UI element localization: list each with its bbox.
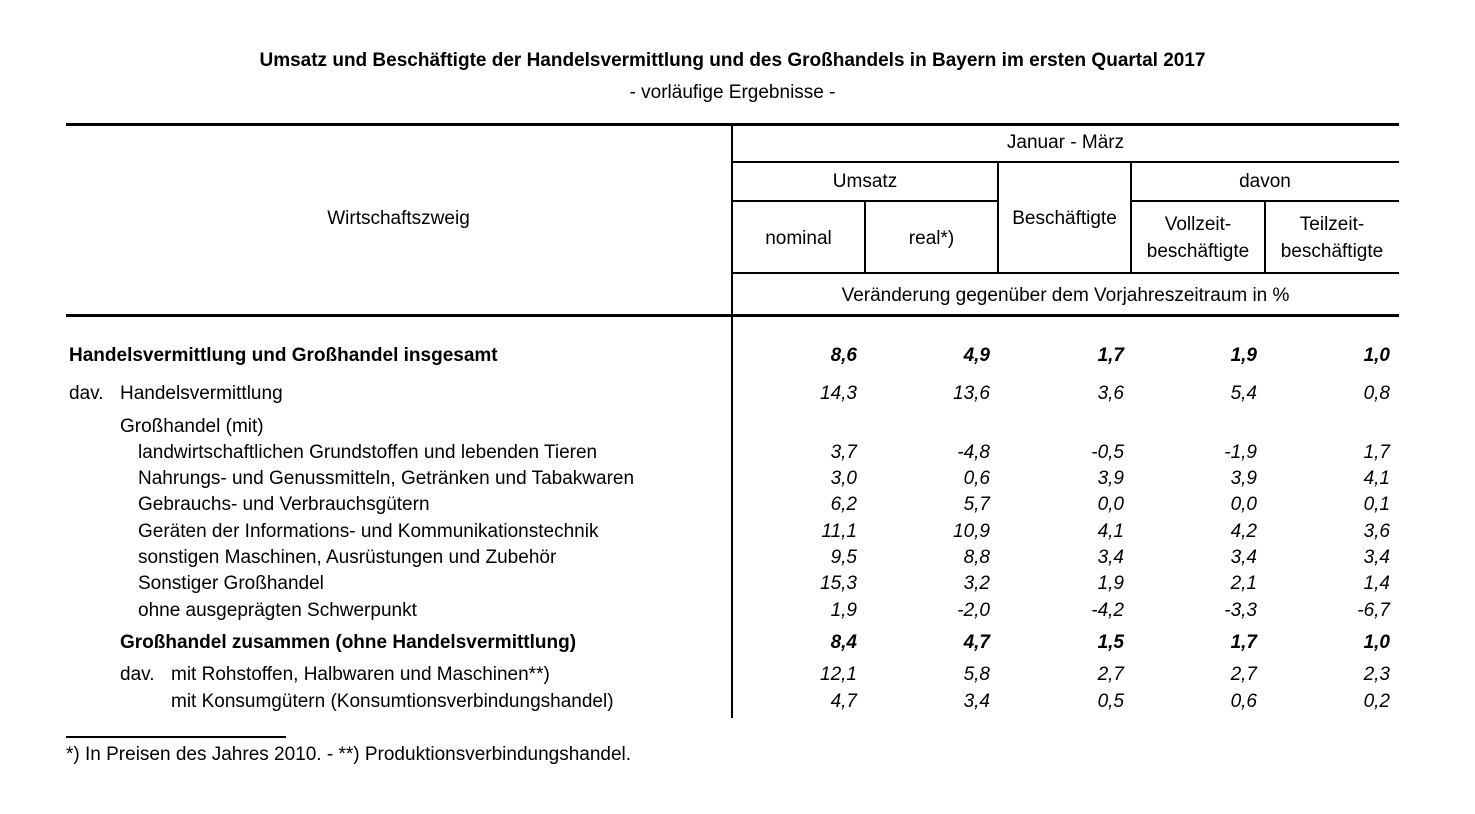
table-cell: 1,9: [1097, 573, 1124, 594]
table-cell: -1,9: [1224, 442, 1257, 463]
header-nominal: nominal: [765, 228, 832, 249]
table-cell: 6,2: [830, 494, 857, 515]
row-prefix-dav: dav.: [69, 383, 104, 404]
table-cell: 0,6: [963, 468, 990, 489]
table-cell: 2,7: [1230, 664, 1257, 685]
header-period: Januar - März: [1006, 132, 1125, 153]
table-cell: 8,6: [830, 345, 857, 366]
row-label-handelsvermittlung: Handelsvermittlung: [120, 383, 283, 404]
table-cell: 3,6: [1363, 521, 1390, 542]
table-cell: 4,7: [963, 632, 990, 653]
table-cell: 1,9: [830, 600, 857, 621]
table-cell: 15,3: [820, 573, 857, 594]
table-cell: 3,4: [1363, 547, 1390, 568]
table-cell: 0,2: [1363, 691, 1390, 712]
table-cell: 0,0: [1097, 494, 1124, 515]
row-label-rohstoffe: mit Rohstoffen, Halbwaren und Maschinen**): [171, 664, 550, 685]
table-cell: -2,0: [957, 600, 990, 621]
table-cell: 3,4: [963, 691, 990, 712]
table-cell: 1,0: [1363, 632, 1390, 653]
table-cell: -6,7: [1357, 600, 1390, 621]
table-cell: 2,7: [1097, 664, 1124, 685]
table-cell: 9,5: [830, 547, 857, 568]
footnote-rule: [66, 736, 286, 738]
header-davon: davon: [1239, 171, 1291, 192]
table-cell: 14,3: [820, 383, 857, 404]
header-real: real*): [908, 228, 955, 249]
table-cell: -4,2: [1091, 600, 1124, 621]
table-subtitle: - vorläufige Ergebnisse -: [629, 82, 836, 103]
header-umsatz: Umsatz: [832, 171, 898, 192]
table-cell: -3,3: [1224, 600, 1257, 621]
table-cell: 1,7: [1363, 442, 1390, 463]
table-cell: 8,4: [830, 632, 857, 653]
table-cell: 12,1: [820, 664, 857, 685]
header-rule-units: [732, 272, 1399, 274]
table-cell: 10,9: [953, 521, 990, 542]
table-cell: 1,7: [1230, 632, 1257, 653]
table-cell: 11,1: [821, 521, 857, 542]
stub-divider: [731, 124, 733, 718]
row-label-nahrungsmittel: Nahrungs- und Genussmitteln, Getränken und Tabakwaren: [138, 468, 635, 489]
header-beschaeftigte: Beschäftigte: [1012, 208, 1117, 229]
row-label-total: Handelsvermittlung und Großhandel insgesamt: [69, 345, 498, 366]
table-cell: 0,0: [1230, 494, 1257, 515]
table-cell: 4,1: [1097, 521, 1124, 542]
header-rule-period: [732, 161, 1399, 163]
table-cell: 3,4: [1097, 547, 1124, 568]
row-label-konsumgueter: mit Konsumgütern (Konsumtionsverbindungshandel): [171, 691, 614, 712]
table-cell: 5,7: [963, 494, 990, 515]
table-cell: 3,9: [1230, 468, 1257, 489]
table-cell: 3,9: [1097, 468, 1124, 489]
table-title: Umsatz und Beschäftigte der Handelsvermittlung und des Großhandels in Bayern im ersten Quartal 2017: [259, 50, 1206, 71]
table-cell: 3,0: [830, 468, 857, 489]
table-cell: 4,9: [963, 345, 990, 366]
table-cell: -4,8: [957, 442, 990, 463]
table-cell: 3,2: [963, 573, 990, 594]
header-teilzeit-line1: Teilzeit-: [1299, 214, 1365, 235]
row-label-ikt: Geräten der Informations- und Kommunikationstechnik: [138, 521, 599, 542]
row-prefix-dav-2: dav.: [120, 664, 155, 685]
header-teilzeit-line2: beschäftigte: [1280, 241, 1384, 262]
table-cell: 0,1: [1363, 494, 1390, 515]
header-vollzeit-line1: Vollzeit-: [1164, 214, 1232, 235]
row-label-maschinen: sonstigen Maschinen, Ausrüstungen und Zubehör: [138, 547, 557, 568]
table-cell: 5,4: [1230, 383, 1257, 404]
row-label-grosshandel-zusammen: Großhandel zusammen (ohne Handelsvermittlung): [120, 632, 577, 653]
header-vollzeit-line2: beschäftigte: [1146, 241, 1250, 262]
table-cell: 3,4: [1230, 547, 1257, 568]
table-cell: 4,2: [1230, 521, 1257, 542]
table-cell: 3,6: [1097, 383, 1124, 404]
row-label-sonstiger: Sonstiger Großhandel: [138, 573, 324, 594]
table-cell: 1,0: [1363, 345, 1390, 366]
header-veraenderung: Veränderung gegenüber dem Vorjahreszeitraum in %: [841, 285, 1290, 306]
table-cell: 5,8: [963, 664, 990, 685]
table-cell: 1,4: [1363, 573, 1390, 594]
table-cell: 3,7: [830, 442, 857, 463]
table-cell: 0,8: [1363, 383, 1390, 404]
table-cell: 2,3: [1363, 664, 1390, 685]
table-cell: 1,7: [1097, 345, 1124, 366]
row-label-gebrauchsgueter: Gebrauchs- und Verbrauchsgütern: [138, 494, 430, 515]
table-cell: 0,6: [1230, 691, 1257, 712]
table-cell: 4,1: [1363, 468, 1390, 489]
row-label-grosshandel-mit: Großhandel (mit): [120, 416, 264, 437]
table-cell: 2,1: [1230, 573, 1257, 594]
table-cell: 1,5: [1097, 632, 1124, 653]
table-cell: 0,5: [1097, 691, 1124, 712]
footnote: *) In Preisen des Jahres 2010. - **) Produktionsverbindungshandel.: [66, 744, 632, 765]
table-cell: 1,9: [1230, 345, 1257, 366]
table-cell: 13,6: [953, 383, 990, 404]
table-cell: -0,5: [1091, 442, 1124, 463]
table-cell: 4,7: [830, 691, 857, 712]
header-wirtschaftszweig: Wirtschaftszweig: [327, 208, 470, 229]
row-label-ohne-schwerpunkt: ohne ausgeprägten Schwerpunkt: [138, 600, 417, 621]
row-label-landwirtschaft: landwirtschaftlichen Grundstoffen und lebenden Tieren: [138, 442, 598, 463]
table-cell: 8,8: [963, 547, 990, 568]
